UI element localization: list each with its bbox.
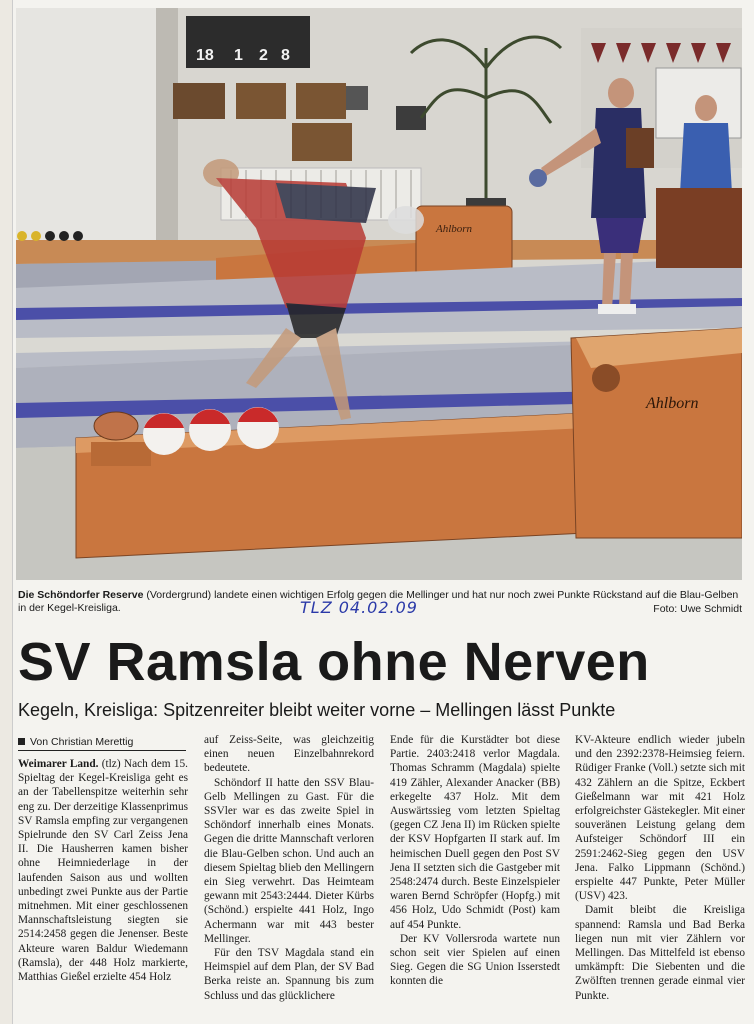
bowling-balls <box>143 407 279 455</box>
score-digit: 18 <box>196 47 214 64</box>
caption-lead: Die Schöndorfer Reserve <box>18 589 144 601</box>
caption-text: (Vordergrund) landete einen wichtigen Erfolg gegen die Mellinger und hat nur noch zwei Punkte Rückstand auf die Blau-Gelben in der Kegel-Kreisliga. <box>18 589 739 614</box>
bowling-photo <box>16 8 742 580</box>
paragraph: (tlz) Nach dem 15. Spieltag der Kegel-Kreisliga geht es an der Tabellenspitze weiterhin sehr eng zu. Der derzeitige Klassenprimus SV Ramsla empfing zur vergangenen Spielrunde den SV Carl Zeiss Jena II. Die Hausherren kamen bisher ohne Heimniederlage in der laufenden Saison aus und wollten unbedingt zwei Punkte aus der Partie mitnehmen. Mit einer geschlossenen Mannschaftsleistung siegten sie 2514:2458 gegen die Jenenser. Beste Akteure waren Baldur Wiedemann (Ramsla), der 448 Holz markierte, Matthias Gießel erzielte 454 Holz <box>18 758 188 984</box>
lane-brand-label: Ahlborn <box>436 223 473 235</box>
byline-text: Von Christian Merettig <box>30 736 134 748</box>
bowling-alley-illustration <box>16 8 742 580</box>
article-column-2 <box>204 733 374 1003</box>
paragraph: Der KV Vollersroda wartete nun schon seit vier Spielen auf einen Sieg. Gegen die SG Union Isserstedt konnten die <box>390 932 560 988</box>
article-column-1 <box>18 757 188 984</box>
adjacent-column-edge <box>0 0 13 1024</box>
paragraph: KV-Akteure endlich wieder jubeln und den 2392:2378-Heimsieg feiern. Rüdiger Franke (Voll.) setzte sich mit 432 Zählern an die Spitze, Eckbert Gießelmann war mit 421 Holz erfolgreichster Gästekegler. Mit einer souveränen Leistung gelang dem Aufsteiger Schöndorf III ein 2591:2462-Sieg gegen den USV Jena. Falko Lippmann (Schönd.) erspielte 447 Punkte, Peter Müller (USV) 423. <box>575 734 745 903</box>
article-column-4 <box>575 733 745 1003</box>
headline: SV Ramsla ohne Nerven <box>18 632 650 692</box>
handwritten-date-stamp: TLZ 04.02.09 <box>300 598 418 617</box>
paragraph: Ende für die Kurstädter bot diese Partie. 2403:2418 verlor Magdala. Thomas Schramm (Magdala) spielte 419 Zähler, Alexander Anacker (BB) erkegelte 437 Holz. Mit dem Auswärtssieg vom letzten Spieltag (gegen CZ Jena II) im Rücken spielte der KSV Hopfgarten II stark auf. Im heimischen Duell gegen den Post SV Jena II setzten sich die Gastgeber mit 2548:2474 durch. Beste Einzelspieler waren Bernd Schröpfer (Hopfg.) mit 456 Holz, Udo Schmidt (Post) kam auf 454 Punkte. <box>390 734 560 931</box>
score-digit: 1 <box>234 47 243 64</box>
subheadline: Kegeln, Kreisliga: Spitzenreiter bleibt weiter vorne – Mellingen lässt Punkte <box>18 700 616 720</box>
paragraph: Für den TSV Magdala stand ein Heimspiel auf dem Plan, der SV Bad Berka reiste an. Spannung bis zum Schluss und das glücklichere <box>204 947 374 1002</box>
score-digit: 8 <box>281 47 290 64</box>
article-column-3 <box>390 733 560 989</box>
dateline: Weimarer Land. <box>18 758 99 770</box>
lane-brand-label-front: Ahlborn <box>646 395 699 412</box>
paragraph: Damit bleibt die Kreisliga spannend: Ramsla und Bad Berka liegen nun mit vier Zählern vor Mellingen. Das Mittelfeld ist ebenso umkämpft: Die Siebenten und die Zwölften trennen gerade einmal vier Punkte. <box>575 904 745 1002</box>
score-digit: 2 <box>259 47 268 64</box>
article-body <box>18 733 744 1023</box>
photo-credit: Foto: Uwe Schmidt <box>653 603 742 615</box>
paragraph: Schöndorf II hatte den SSV Blau-Gelb Mellingen zu Gast. Für die SSVler war es das zweite Spiel in Schöndorf innerhalb eines Monats. Gegen die dritte Mannschaft verloren die Blau-Gelben schon. Und auch an diesem Spieltag blieb den Mellingern ein Sieg verwehrt. Das Heimteam gewann mit 2543:2444. Dieter Kürbs (Schönd.) erspielte 441 Holz, Ingo Achermann war mit 443 bester Mellinger. <box>204 776 374 945</box>
paragraph: auf Zeiss-Seite, was gleichzeitig einen neuen Einzelbahnrekord bedeutete. <box>204 734 374 775</box>
